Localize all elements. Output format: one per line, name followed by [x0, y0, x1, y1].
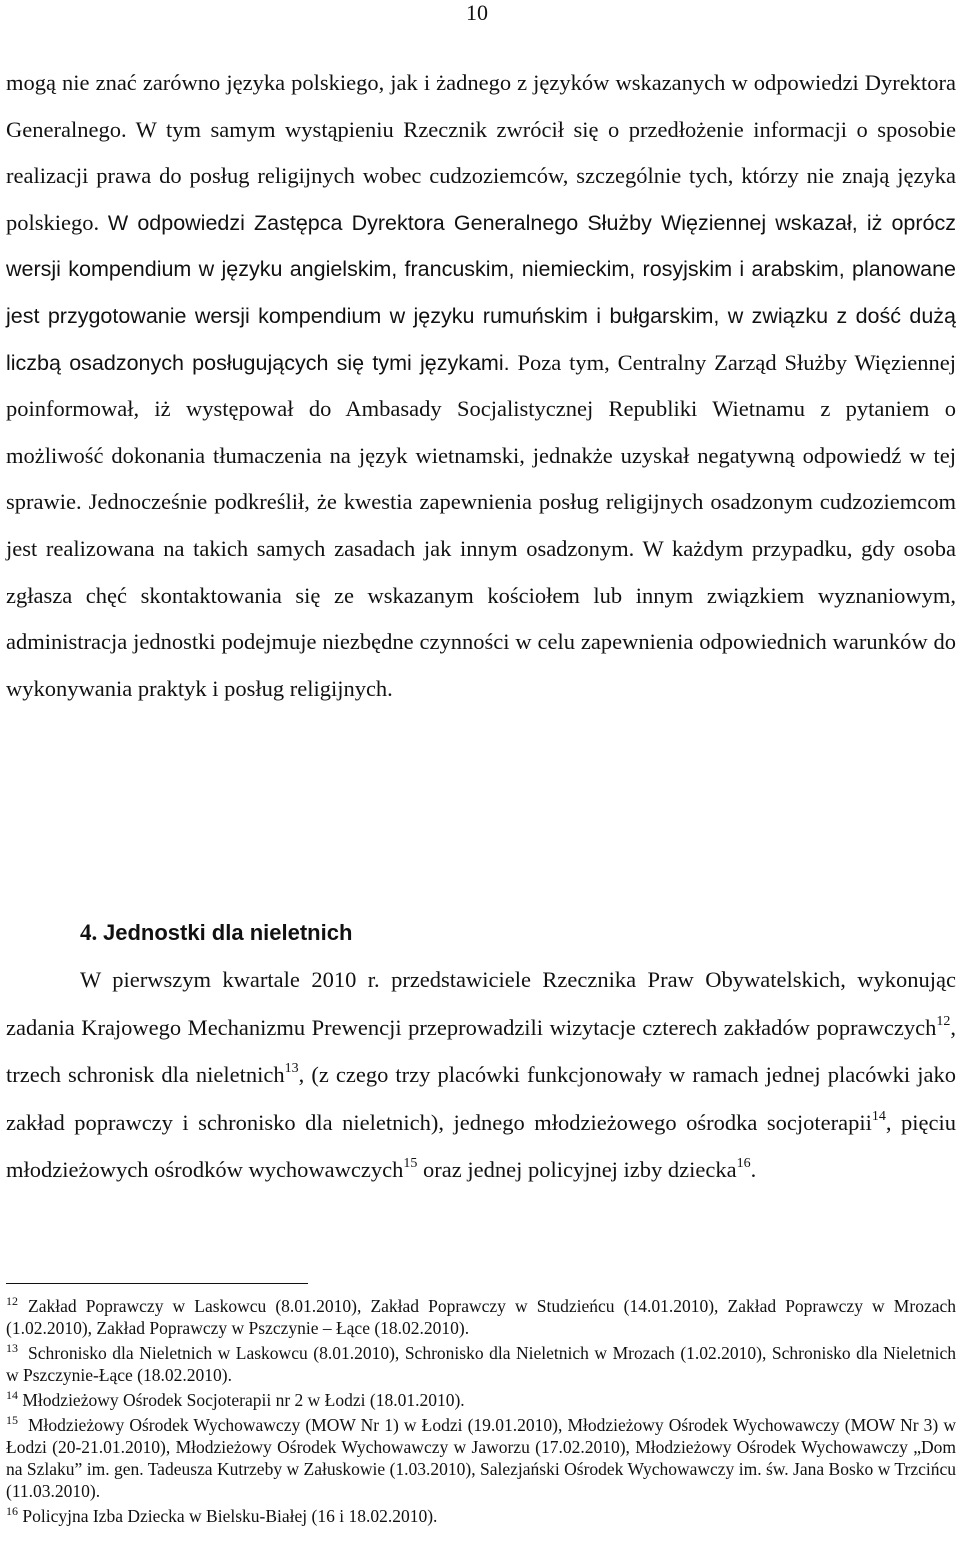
paragraph-sentence-3: Poza tym, Centralny Zarząd Służby Więziennej poinformował, iż występował do Ambasady Socjalistycznej Republiki Wietnamu z pytaniem o możliwość dokonania tłumaczenia na język wietnamski, jednakże uzyskał negatywną odpowiedź w tej sprawie. Jednocześnie podkreślił, że kwestia zapewnienia posług religijnych osadzonym cudzoziemcom jest realizowana na takich samych zasadach jak innym osadzonym. W każdym przypadku, gdy osoba zgłasza chęć skontaktowania się ze wskazanym kościołem lub innym związkiem wyznaniowym, administracja jednostki podejmuje niezbędne czynności w celu zapewnienia odpowiednich warunków do wykonywania praktyk i posług religijnych. — [6, 349, 956, 701]
footnote-text: Młodzieżowy Ośrodek Wychowawczy (MOW Nr 1) w Łodzi (19.01.2010), Młodzieżowy Ośrodek Wychowawczy (MOW Nr 3) w Łodzi (20-21.01.2010), Młodzieżowy Ośrodek Wychowawczy w Jaworzu (17.02.2010), Młodzieżowy Ośrodek Wychowawczy „Dom na Szlaku” im. gen. Tadeusza Kutrzeby w Załuskowie (1.03.2010), Salezjański Ośrodek Wychowawczy im. św. Jana Bosko w Trzcińcu (11.03.2010). — [6, 1415, 956, 1501]
footnote-text: Schronisko dla Nieletnich w Laskowcu (8.01.2010), Schronisko dla Nieletnich w Mrozach (1.02.2010), Schronisko dla Nieletnich w Pszczynie-Łące (18.02.2010). — [6, 1343, 956, 1385]
footnote-14 — [6, 1389, 956, 1411]
footnote-number: 14 — [6, 1388, 18, 1402]
footnote-12 — [6, 1295, 956, 1339]
section-number: 4. — [80, 920, 98, 945]
page-number: 10 — [466, 0, 488, 25]
section-heading — [80, 910, 352, 956]
footnote-number: 15 — [6, 1413, 18, 1427]
footnote-text: Policyjna Izba Dziecka w Bielsku-Białej (16 i 18.02.2010). — [22, 1506, 438, 1526]
section-text-4: , pięciu młodzieżowych ośrodków wychowawczych — [6, 1109, 956, 1182]
footnote-text: Zakład Poprawczy w Laskowcu (8.01.2010), Zakład Poprawczy w Studzieńcu (14.01.2010), Zakład Poprawczy w Mrozach (1.02.2010), Zakład Poprawczy w Pszczynie – Łące (18.02.2010). — [6, 1296, 956, 1338]
footnote-16 — [6, 1505, 956, 1527]
footnote-separator — [6, 1283, 308, 1284]
footnote-number: 12 — [6, 1294, 18, 1308]
footnote-13 — [6, 1342, 956, 1386]
section-paragraph — [6, 956, 956, 1194]
footnote-number: 16 — [6, 1504, 18, 1518]
section-text-3: , (z czego trzy placówki funkcjonowały w ramach jednej placówki jako zakład poprawczy i schronisko dla nieletnich), jednego młodzieżowego ośrodka socjoterapii — [6, 1062, 956, 1135]
footnote-ref-15[interactable]: 15 — [403, 1156, 418, 1171]
section-text-1: W pierwszym kwartale 2010 r. przedstawiciele Rzecznika Praw Obywatelskich, wykonując zadania Krajowego Mechanizmu Prewencji przeprowadzili wizytacje czterech zakładów poprawczych — [6, 967, 956, 1040]
footnote-ref-13[interactable]: 13 — [284, 1061, 299, 1076]
footnotes — [6, 1295, 956, 1530]
body-paragraph — [6, 60, 956, 712]
section-text-5: oraz jednej policyjnej izby dziecka — [417, 1157, 737, 1182]
section-title: Jednostki dla nieletnich — [103, 920, 353, 945]
footnote-ref-16[interactable]: 16 — [736, 1156, 751, 1171]
footnote-text: Młodzieżowy Ośrodek Socjoterapii nr 2 w Łodzi (18.01.2010). — [22, 1390, 465, 1410]
section-text-6: . — [750, 1157, 757, 1182]
footnote-ref-12[interactable]: 12 — [936, 1013, 951, 1029]
footnote-15 — [6, 1414, 956, 1502]
footnote-ref-14[interactable]: 14 — [871, 1108, 886, 1124]
section-text-2: , trzech schronisk dla nieletnich — [6, 1014, 956, 1087]
footnote-number: 13 — [6, 1341, 18, 1355]
paragraph-sentence-2: W odpowiedzi Zastępca Dyrektora Generalnego Służby Więziennej wskazał, iż oprócz wersji kompendium w języku angielskim, francuskim, niemieckim, rosyjskim i arabskim, planowane jest przygotowanie wersji kompendium w języku rumuńskim i bułgarskim, w związku z dość dużą liczbą osadzonych posługujących się tymi językami. — [6, 210, 957, 375]
paragraph-sentence-1: mogą nie znać zarówno języka polskiego, jak i żadnego z języków wskazanych w odpowiedzi Dyrektora Generalnego. W tym samym wystąpieniu Rzecznik zwrócił się o przedłożenie informacji o sposobie realizacji prawa do posług religijnych wobec cudzoziemców, szczególnie tych, którzy nie znają języka polskiego. — [6, 70, 956, 235]
